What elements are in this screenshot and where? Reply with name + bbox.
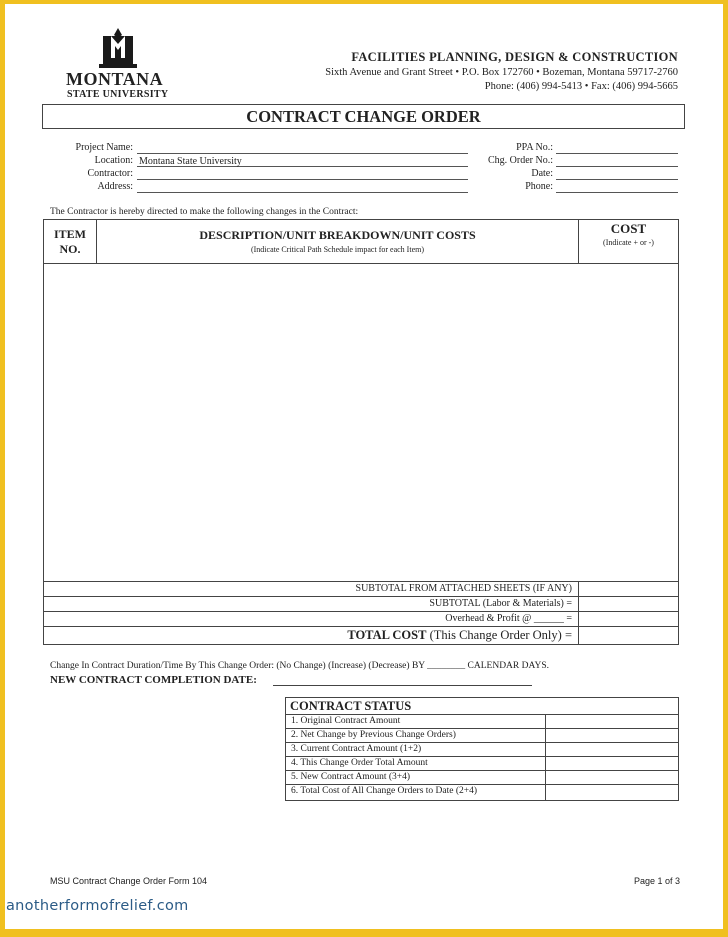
phone-label: Phone: (525, 181, 553, 192)
new-completion-date-field[interactable] (273, 685, 532, 686)
status-divider-4 (285, 770, 679, 771)
status-divider-2 (285, 742, 679, 743)
new-completion-date-label: NEW CONTRACT COMPLETION DATE: (50, 674, 257, 686)
description-subheader: (Indicate Critical Path Schedule impact for each Item) (250, 245, 425, 254)
date-label: Date: (531, 168, 553, 179)
status-row-5: 5. New Contract Amount (3+4) (291, 772, 411, 782)
phone-field[interactable] (556, 182, 678, 193)
cost-header: COST (610, 221, 647, 236)
page-title: CONTRACT CHANGE ORDER (42, 104, 685, 129)
subtotal-attached-label: SUBTOTAL FROM ATTACHED SHEETS (IF ANY) (355, 583, 572, 594)
subtotal-attached-cell[interactable] (579, 582, 678, 596)
page-number: Page 1 of 3 (633, 876, 680, 886)
status-divider-5 (285, 784, 679, 785)
total-cost-cell[interactable] (579, 627, 678, 644)
description-header: DESCRIPTION/UNIT BREAKDOWN/UNIT COSTS (199, 228, 476, 242)
status-row-6: 6. Total Cost of All Change Orders to Date (2+4) (291, 786, 478, 796)
status-divider-1 (285, 728, 679, 729)
status-row-2: 2. Net Change by Previous Change Orders) (291, 730, 456, 740)
status-row-1: 1. Original Contract Amount (291, 716, 401, 726)
cost-subheader: (Indicate + or -) (603, 238, 654, 247)
status-row-3: 3. Current Contract Amount (1+2) (291, 744, 422, 754)
org-address: Sixth Avenue and Grant Street • P.O. Box 172760 • Bozeman, Montana 59717-2760 (325, 67, 678, 78)
subtotal-label: SUBTOTAL (Labor & Materials) = (429, 598, 572, 609)
overhead-label: Overhead & Profit @ ______ = (445, 613, 572, 624)
status-row-4: 4. This Change Order Total Amount (291, 758, 428, 768)
item-header: ITEM NO. (53, 227, 86, 256)
chg-order-no-field[interactable] (556, 156, 678, 167)
address-label: Address: (97, 181, 133, 192)
status-divider-3 (285, 756, 679, 757)
date-field[interactable] (556, 169, 678, 180)
subtotal-cell[interactable] (579, 597, 678, 611)
contract-status-title: CONTRACT STATUS (290, 699, 412, 713)
location-field[interactable]: Montana State University (137, 156, 468, 167)
ppa-no-field[interactable] (556, 143, 678, 154)
description-area[interactable] (44, 264, 678, 581)
status-col-divider (545, 714, 546, 800)
location-label: Location: (94, 155, 133, 166)
org-phone: Phone: (406) 994-5413 • Fax: (406) 994-5665 (484, 81, 678, 92)
status-divider-0 (285, 714, 679, 715)
ppa-no-label: PPA No.: (516, 142, 553, 153)
project-name-label: Project Name: (75, 142, 133, 153)
logo-state-university: STATE UNIVERSITY (67, 89, 169, 100)
overhead-cell[interactable] (579, 612, 678, 626)
form-number: MSU Contract Change Order Form 104 (50, 876, 208, 886)
address-field[interactable] (137, 182, 468, 193)
duration-change-text: Change In Contract Duration/Time By This Change Order: (No Change) (Increase) (Decrease) BY ________ CALENDAR DAYS. (50, 661, 550, 671)
contractor-label: Contractor: (87, 168, 133, 179)
org-name: FACILITIES PLANNING, DESIGN & CONSTRUCTION (351, 50, 678, 64)
chg-order-no-label: Chg. Order No.: (488, 155, 553, 166)
project-name-field[interactable] (137, 143, 468, 154)
logo-montana: MONTANA (66, 69, 164, 89)
contractor-field[interactable] (137, 169, 468, 180)
watermark-text: anotherformofrelief.com (6, 898, 189, 914)
msu-logo-icon (97, 28, 139, 70)
directed-text: The Contractor is hereby directed to make the following changes in the Contract: (50, 207, 359, 217)
total-cost-label: TOTAL COST (This Change Order Only) = (347, 628, 572, 642)
